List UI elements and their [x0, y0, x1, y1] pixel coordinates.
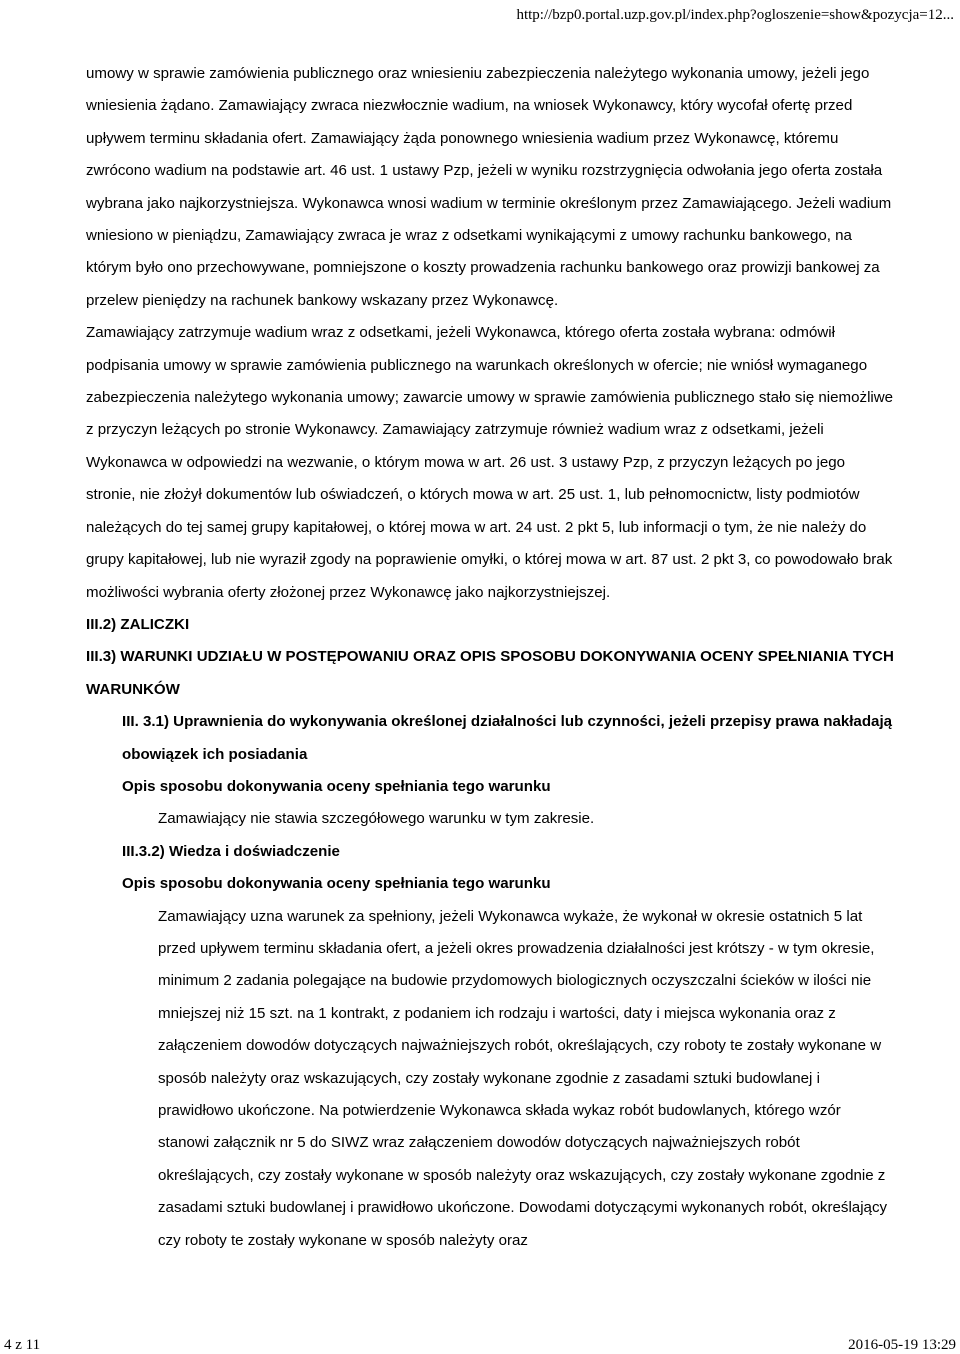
- paragraph-wadium-retention: Zamawiający zatrzymuje wadium wraz z odsetkami, jeżeli Wykonawca, którego oferta została wybrana: odmówił podpisania umowy w sprawie zamówienia publicznego na warunkach określonych w ofercie; nie wniósł wymaganego zabezpieczenia należytego wykonania umowy; zawarcie umowy w sprawie zamówienia publicznego stało się niemożliwe z przyczyn leżących po stronie Wykonawcy. Zamawiający zatrzymuje również wadium wraz z odsetkami, jeżeli Wykonawca w odpowiedzi na wezwanie, o którym mowa w art. 26 ust. 3 ustawy Pzp, z przyczyn leżących po jego stronie, nie złożył dokumentów lub oświadczeń, o których mowa w art. 25 ust. 1, lub pełnomocnictw, listy podmiotów należących do tej samej grupy kapitałowej, o której mowa w art. 24 ust. 2 pkt 5, lub informacji o tym, że nie należy do grupy kapitałowej, lub nie wyraził zgody na poprawienie omyłki, o której mowa w art. 87 ust. 2 pkt 3, co powodowało brak możliwości wybrania oferty złożonej przez Wykonawcę jako najkorzystniejszej.: [86, 324, 894, 601]
- document-body: [86, 58, 894, 1257]
- opis-label: Opis sposobu dokonywania oceny spełniania tego warunku: [122, 777, 551, 795]
- section-heading-zaliczki: III.2) ZALICZKI: [86, 615, 190, 633]
- subsection-heading-uprawnienia: III. 3.1) Uprawnienia do wykonywania określonej działalności lub czynności, jeżeli przepisy prawa nakładają obowiązek ich posiadania: [122, 713, 893, 763]
- subsection-heading-wiedza: III.3.2) Wiedza i doświadczenie: [122, 842, 340, 860]
- opis-label: Opis sposobu dokonywania oceny spełniania tego warunku: [122, 875, 551, 893]
- header-url: http://bzp0.portal.uzp.gov.pl/index.php?ogloszenie=show&pozycja=12...: [516, 7, 954, 23]
- section-heading-warunki: III.3) WARUNKI UDZIAŁU W POSTĘPOWANIU ORAZ OPIS SPOSOBU DOKONYWANIA OCENY SPEŁNIANIA TYCH WARUNKÓW: [86, 648, 894, 698]
- opis-text-wiedza: Zamawiający uzna warunek za spełniony, jeżeli Wykonawca wykaże, że wykonał w okresie ostatnich 5 lat przed upływem terminu składania ofert, a jeżeli okres prowadzenia działalności jest krótszy - w tym okresie, minimum 2 zadania polegające na budowie przydomowych biologicznych oczyszczalni ścieków w ilości nie mniejszej niż 15 szt. na 1 kontrakt, z podaniem ich rodzaju i wartości, daty i miejsca wykonania oraz z załączeniem dowodów dotyczących najważniejszych robót, określających, czy roboty te zostały wykonane w sposób należyty oraz wskazujących, czy zostały wykonane zgodnie z zasadami sztuki budowlanej i prawidłowo ukończone. Na potwierdzenie Wykonawca składa wykaz robót budowlanych, którego wzór stanowi załącznik nr 5 do SIWZ wraz załączeniem dowodów dotyczących najważniejszych robót określających, czy zostały wykonane w sposób należyty oraz wskazujących, czy zostały wykonane zgodnie z zasadami sztuki budowlanej i prawidłowo ukończone. Dowodami dotyczącymi wykonanych robót, określający czy roboty te zostały wykonane w sposób należyty oraz: [158, 907, 888, 1249]
- opis-text: Zamawiający nie stawia szczegółowego warunku w tym zakresie.: [158, 810, 595, 828]
- page-number: 4 z 11: [4, 1337, 41, 1353]
- print-datetime: 2016-05-19 13:29: [848, 1337, 956, 1353]
- paragraph-wadium-return: umowy w sprawie zamówienia publicznego oraz wniesieniu zabezpieczenia należytego wykonania umowy, jeżeli jego wniesienia żądano. Zamawiający zwraca niezwłocznie wadium, na wniosek Wykonawcy, który wycofał ofertę przed upływem terminu składania ofert. Zamawiający żąda ponownego wniesienia wadium przez Wykonawcę, któremu zwrócono wadium na podstawie art. 46 ust. 1 ustawy Pzp, jeżeli w wyniku rozstrzygnięcia odwołania jego oferta została wybrana jako najkorzystniejsza. Wykonawca wnosi wadium w terminie określonym przez Zamawiającego. Jeżeli wadium wniesiono w pieniądzu, Zamawiający zwraca je wraz z odsetkami wynikającymi z umowy rachunku bankowego, na którym było ono przechowywane, pomniejszone o koszty prowadzenia rachunku bankowego oraz prowizji bankowej za przelew pieniędzy na rachunek bankowy wskazany przez Wykonawcę.: [86, 65, 892, 309]
